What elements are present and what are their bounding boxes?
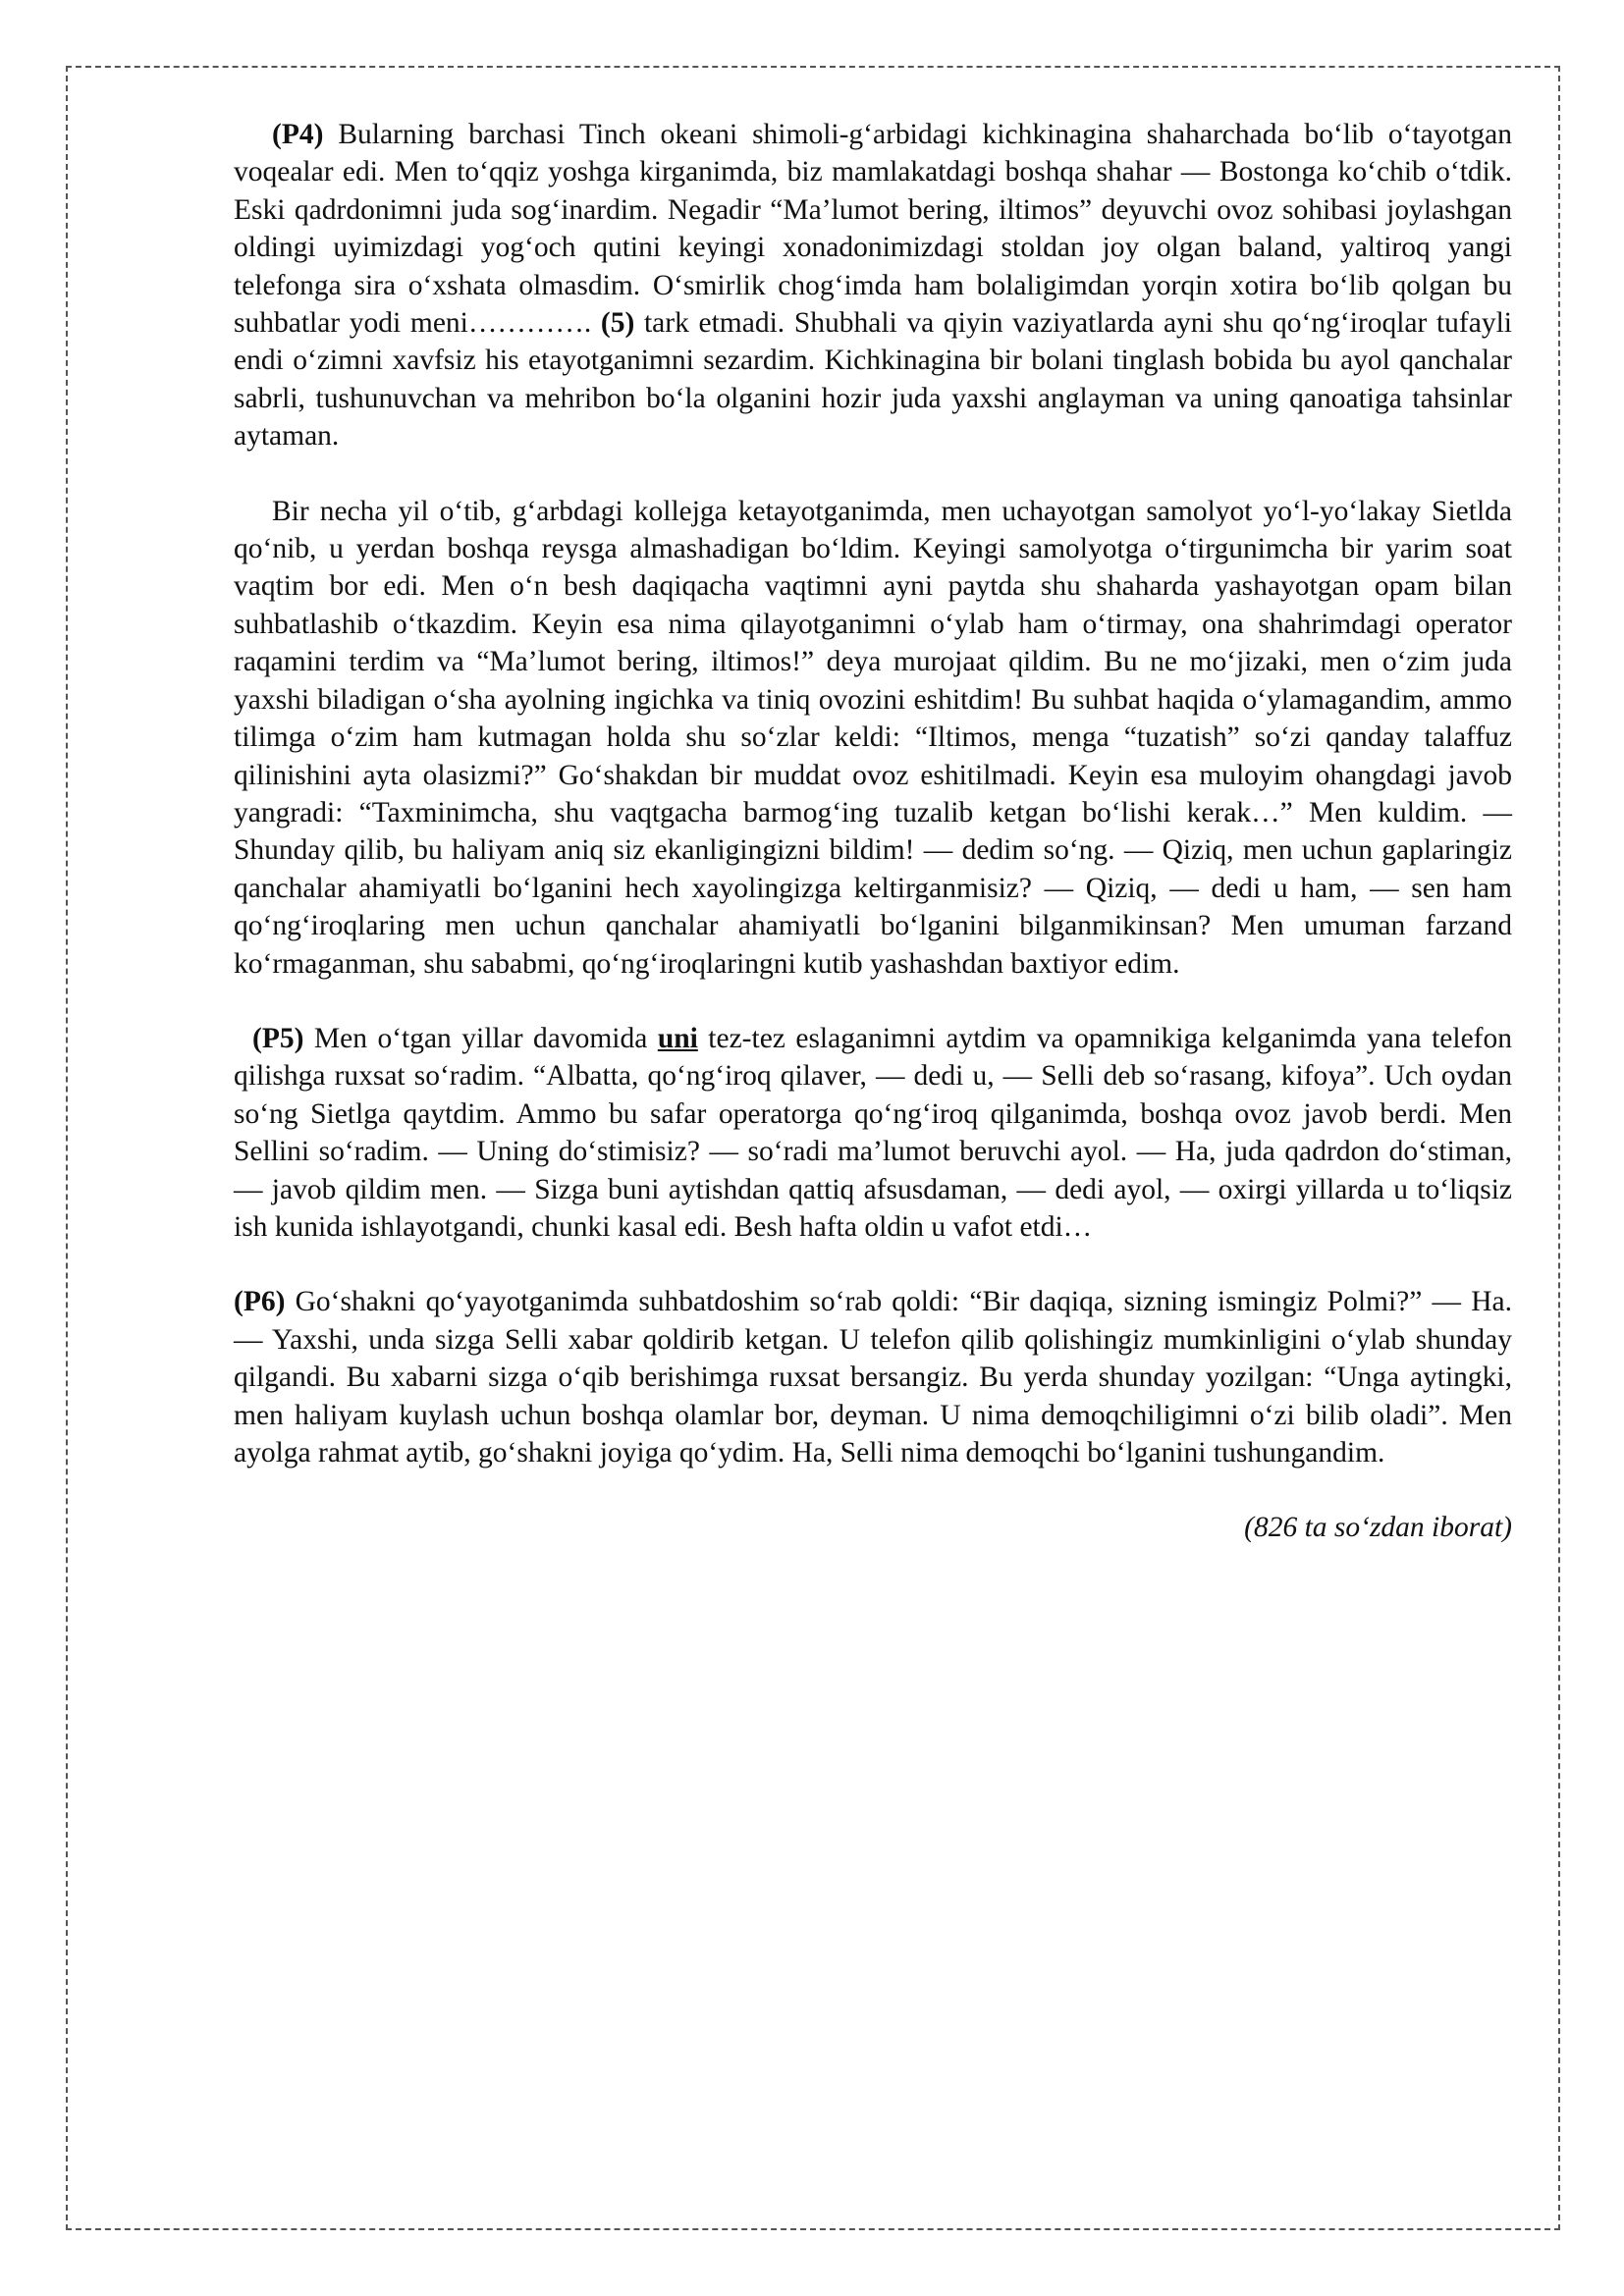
paragraph-label-p6: (P6): [234, 1286, 286, 1318]
paragraph-p4-text-a: Bularning barchasi Tinch okeani shimoli-g‘arbidagi kichkinagina shaharchada bo‘lib o‘tayotgan voqealar edi. Men to‘qqiz yoshga kirganimda, biz mamlakatdagi boshqa shahar — Bostonga ko‘chib o‘tdik. Eski qadrdonimni juda sog‘inardim. Negadir “Ma’lumot bering, iltimos” deyuvchi ovoz sohibasi joylashgan oldingi uyimizdagi yog‘och qutini keyingi xonadonimizdagi stoldan joy olgan baland, yaltiroq yangi telefonga sira o‘xshata olmasdim. O‘smirlik chog‘imda ham bolaligimdan yorqin xotira bo‘lib qolgan bu suhbatlar yodi meni………….: [234, 119, 1512, 340]
word-count-note: (826 ta so‘zdan iborat): [1244, 1512, 1512, 1544]
paragraph-label-p5: (P5): [252, 1022, 304, 1054]
paragraph-p4: [234, 116, 1512, 455]
underlined-word-uni: uni: [657, 1022, 698, 1054]
paragraph-label-p4: (P4): [272, 119, 324, 150]
paragraph-p6-text: Go‘shakni qo‘yayotganimda suhbatdoshim so‘rab qoldi: “Bir daqiqa, sizning ismingiz Polmi?” — Ha. — Yaxshi, unda sizga Selli xabar qoldirib ketgan. U telefon qilib qolishingiz mumkinligini o‘ylab shunday qilgandi. Bu xabarni sizga o‘qib berishimga ruxsat bersangiz. Bu yerda shunday yozilgan: “Unga aytingki, men haliyam kuylash uchun boshqa olamlar bor, deyman. U nima demoqchiligimni o‘zi bilib oladi”. Men ayolga rahmat aytib, go‘shakni joyiga qo‘ydim. Ha, Selli nima demoqchi bo‘lganini tushungandim.: [234, 1286, 1512, 1468]
paragraph-p5-text-a: Men o‘tgan yillar davomida: [303, 1022, 658, 1054]
paragraph-p5: [234, 1020, 1512, 1246]
paragraph-p4-continued: Bir necha yil o‘tib, g‘arbdagi kollejga ketayotganimda, men uchayotgan samolyot yo‘l-yo‘lakay Sietlda qo‘nib, u yerdan boshqa reysga almashadigan bo‘ldim. Keyingi samolyotga o‘tirgunimcha bir yarim soat vaqtim bor edi. Men o‘n besh daqiqacha vaqtimni ayni paytda shu shaharda yashayotgan opam bilan suhbatlashib o‘tkazdim. Keyin esa nima qilayotganimni o‘ylab ham o‘tirmay, ona shahrimdagi operator raqamini terdim va “Ma’lumot bering, iltimos!” deya murojaat qildim. Bu ne mo‘jizaki, men o‘zim juda yaxshi biladigan o‘sha ayolning ingichka va tiniq ovozini eshitdim! Bu suhbat haqida o‘ylamagandim, ammo tilimga o‘zim ham kutmagan holda shu so‘zlar keldi: “Iltimos, menga “tuzatish” so‘zi qanday talaffuz qilinishini ayta olasizmi?” Go‘shakdan bir muddat ovoz eshitilmadi. Keyin esa muloyim ohangdagi javob yangradi: “Taxminimcha, shu vaqtgacha barmog‘ing tuzalib ketgan bo‘lishi kerak…” Men kuldim. — Shunday qilib, bu haliyam aniq siz ekanligingizni bildim! — dedim so‘ng. — Qiziq, men uchun gaplaringiz qanchalar ahamiyatli bo‘lganini hech xayolingizga keltirganmisiz? — Qiziq, — dedi u ham, — sen ham qo‘ng‘iroqlaring men uchun qanchalar ahamiyatli bo‘lganini bilganmikinsan? Men umuman farzand ko‘rmaganman, shu sababmi, qo‘ng‘iroqlaringni kutib yashashdan baxtiyor edim.: [234, 495, 1512, 980]
gap-label-5: (5): [600, 307, 635, 340]
paragraph-p6: [234, 1283, 1512, 1471]
paragraph-p5-text-b: tez-tez eslaganimni aytdim va opamnikiga kelganimda yana telefon qilishga ruxsat so‘radim. “Albatta, qo‘ng‘iroq qilaver, — dedi u, — Selli deb so‘rasang, kifoya”. Uch oydan so‘ng Sietlga qaytdim. Ammo bu safar operatorga qo‘ng‘iroq qilganimda, boshqa ovoz javob berdi. Men Sellini so‘radim. — Uning do‘stimisiz? — so‘radi ma’lumot beruvchi ayol. — Ha, juda qadrdon do‘stiman, — javob qildim men. — Sizga buni aytishdan qattiq afsusdaman, — dedi ayol, — oxirgi yillarda u to‘liqsiz ish kunida ishlayotgandi, chunki kasal edi. Besh hafta oldin u vafot etdi…: [234, 1022, 1512, 1243]
document-body: [234, 116, 1512, 1584]
paragraph-p4-text-b: tark etmadi. Shubhali va qiyin vaziyatlarda ayni shu qo‘ng‘iroqlar tufayli endi o‘zimni xavfsiz his etayotganimni sezardim. Kichkinagina bir bolani tinglash bobida bu ayol qanchalar sabrli, tushunuvchan va mehribon bo‘la olganini hozir juda yaxshi anglayman va uning qanoatiga tahsinlar aytaman.: [234, 307, 1512, 453]
